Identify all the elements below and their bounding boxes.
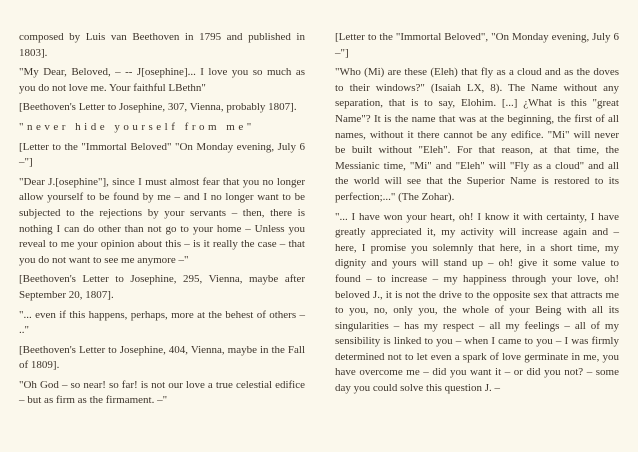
paragraph: "Dear J.[osephine"], since I must almost fear that you no longer allow yourself to be found by me – and I no longer want to be subjected to the rejections by your servants – then, there is nothing I can do other than not go to your home – Unless you reveal to me your opinion about this – is it really the case – that you do not want to see me anymore –" — [19, 175, 305, 266]
paragraph: "My Dear, Beloved, – -- J[osephine]... I love you so much as you do not love me. Your faithful LBethn" — [19, 66, 305, 94]
quote-spaced: "never hide yourself from me" — [19, 120, 255, 133]
right-text-column — [335, 30, 619, 401]
citation: [Letter to the "Immortal Beloved" "On Monday evening, July 6 –"] — [19, 140, 305, 169]
citation: [Beethoven's Letter to Josephine, 404, Vienna, maybe in the Fall of 1809]. — [19, 343, 305, 372]
column-gutter — [319, 0, 320, 452]
paragraph: "... even if this happens, perhaps, more at the behest of others – .." — [19, 308, 305, 337]
paragraph: "... I have won your heart, oh! I know it with certainty, I have greatly appreciated it, my activity will increase again and – here, I promise you solemnly that here, in a short time, my dignity and yours will stand up – oh! give it some value to found – to increase – my happiness through your love, oh! beloved J., it is not the drive to the opposite sex that attracts me to you, no, only you, the whole of your Being with all its singularities – has my respect – all my feelings – all of my sensibility is linked to you – when I came to you – I was firmly determined not to let even a spark of love germinate in me, you have overcome me – did you want it – or did you not? – some day you could solve this question J. – — [335, 210, 619, 395]
left-text-column — [19, 30, 305, 413]
paragraph: "Who (Mi) are these (Eleh) that fly as a cloud and as the doves to their windows?" (Isaiah LX, 8). The Name without any separation, that is to say, Elohim. [...] ¿What is this "great Name"? It is the name that was at the beginning, the first of all names, without it there cannot be any edifice. "Mi" will never be built without "Eleh". For that reason, at that time, the Messianic time, "Mi" and "Eleh" will "Fly as a cloud" and all the world will see that the Superior Name is restored to its perfection;..." (The Zohar). — [335, 66, 619, 203]
citation: [Letter to the "Immortal Beloved", "On Monday evening, July 6 –"] — [335, 31, 619, 59]
paragraph: composed by Luis van Beethoven in 1795 and published in 1803]. — [19, 31, 305, 59]
citation: [Beethoven's Letter to Josephine, 295, Vienna, maybe after September 20, 1807]. — [19, 273, 305, 301]
paragraph: "Oh God – so near! so far! is not our love a true celestial edifice – but as firm as the firmament. –" — [19, 378, 305, 407]
citation: [Beethoven's Letter to Josephine, 307, Vienna, probably 1807]. — [19, 101, 297, 114]
